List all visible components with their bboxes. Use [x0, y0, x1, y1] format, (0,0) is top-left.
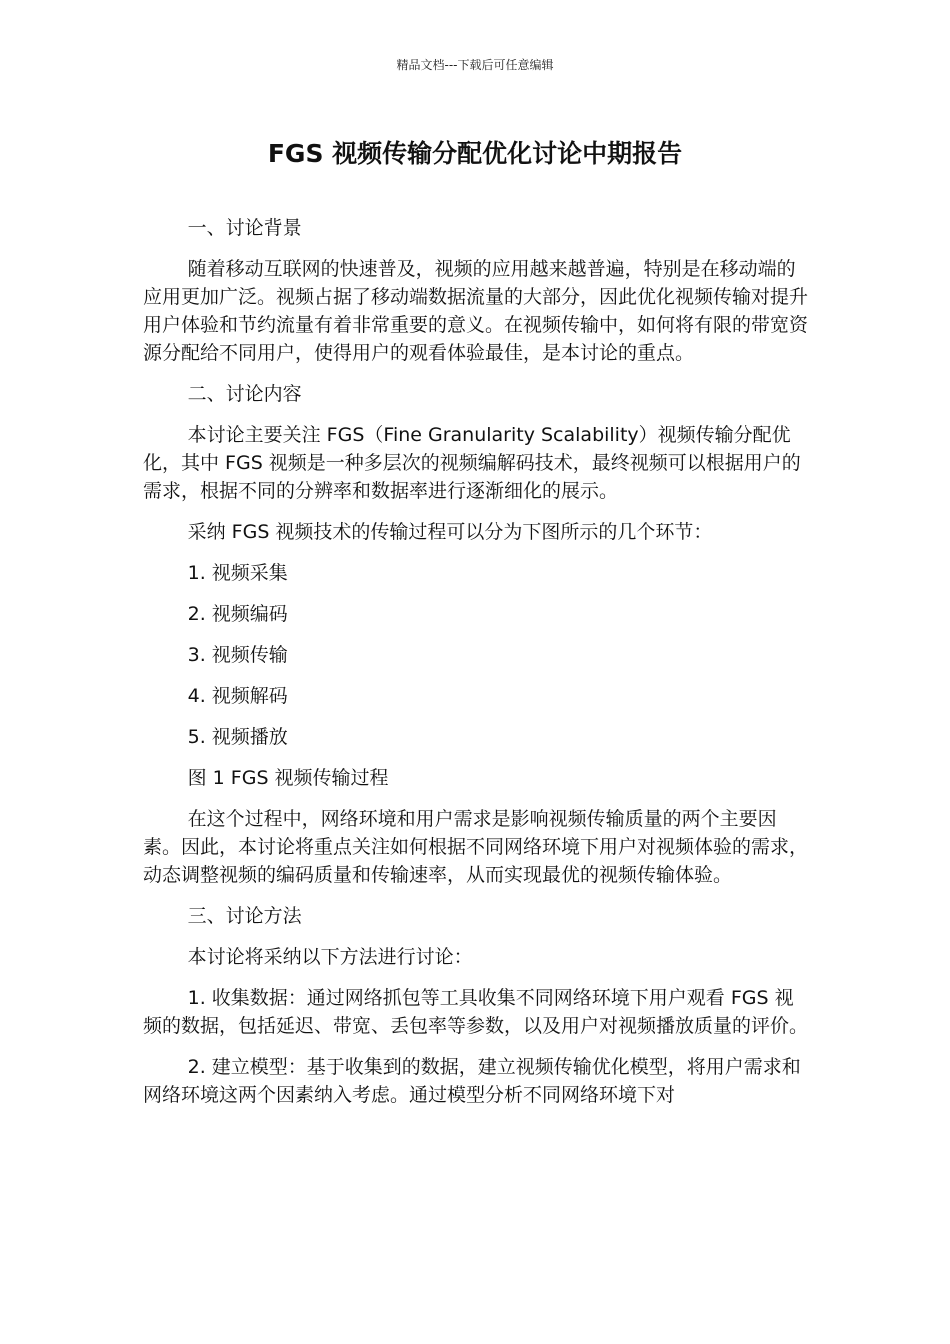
- paragraph-method-intro: 本讨论将采纳以下方法进行讨论：: [187, 946, 473, 968]
- list-item: 5. 视频播放: [187, 726, 288, 748]
- section-heading-background: 一、讨论背景: [187, 217, 302, 239]
- page-header: 精品文档---下载后可任意编辑: [396, 58, 554, 72]
- document-body: [143, 214, 808, 1122]
- paragraph-process-intro: 采纳 FGS 视频技术的传输过程可以分为下图所示的几个环节：: [187, 521, 713, 543]
- method-item-build-model: 2. 建立模型：基于收集到的数据，建立视频传输优化模型，将用户需求和网络环境这两个因素纳入考虑。通过模型分析不同网络环境下对: [143, 1056, 801, 1106]
- paragraph-factors: 在这个过程中，网络环境和用户需求是影响视频传输质量的两个主要因素。因此，本讨论将重点关注如何根据不同网络环境下用户对视频体验的需求，动态调整视频的编码质量和传输速率，从而实现最优的视频传输体验。: [143, 808, 809, 886]
- figure-caption: 图 1 FGS 视频传输过程: [187, 767, 389, 789]
- paragraph-content: 本讨论主要关注 FGS（Fine Granularity Scalability）视频传输分配优化，其中 FGS 视频是一种多层次的视频编解码技术，最终视频可以根据用户的需求，根据不同的分辨率和数据率进行逐渐细化的展示。: [143, 424, 801, 502]
- document-title: FGS 视频传输分配优化讨论中期报告: [267, 139, 683, 168]
- paragraph-background: 随着移动互联网的快速普及，视频的应用越来越普遍，特别是在移动端的应用更加广泛。视频占据了移动端数据流量的大部分，因此优化视频传输对提升用户体验和节约流量有着非常重要的意义。在视频传输中，如何将有限的带宽资源分配给不同用户，使得用户的观看体验最佳，是本讨论的重点。: [143, 258, 809, 364]
- list-item: 2. 视频编码: [187, 603, 288, 625]
- method-item-collect-data: 1. 收集数据：通过网络抓包等工具收集不同网络环境下用户观看 FGS 视频的数据，包括延迟、带宽、丢包率等参数，以及用户对视频播放质量的评价。: [143, 987, 809, 1037]
- list-item: 1. 视频采集: [187, 562, 288, 584]
- list-item: 4. 视频解码: [187, 685, 288, 707]
- section-heading-content: 二、讨论内容: [187, 383, 302, 405]
- section-heading-method: 三、讨论方法: [187, 905, 302, 927]
- list-item: 3. 视频传输: [187, 644, 288, 666]
